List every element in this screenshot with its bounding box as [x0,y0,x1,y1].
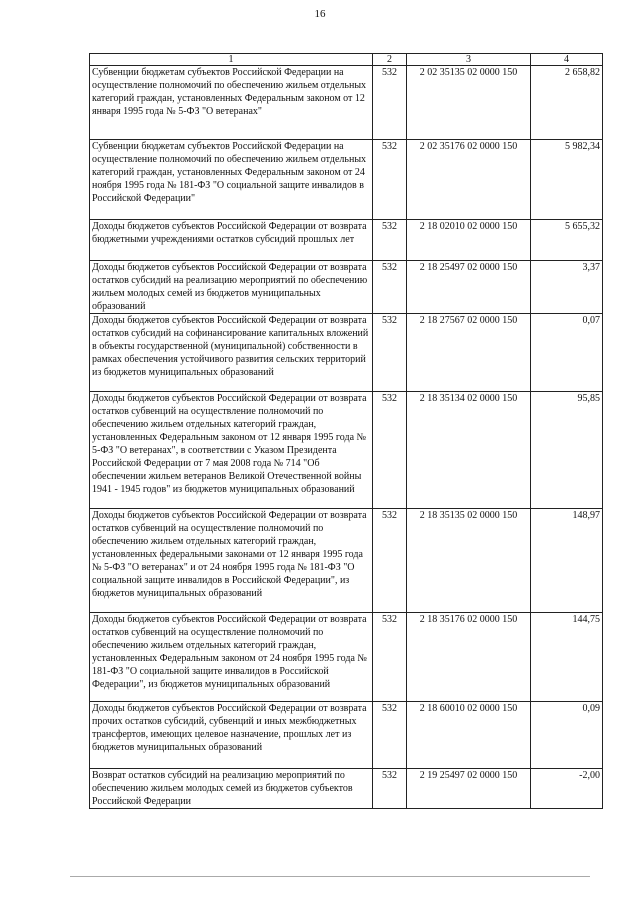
row-admin-code: 532 [373,702,407,769]
row-budget-code: 2 18 35134 02 0000 150 [407,392,531,509]
table-row [90,702,603,769]
row-amount: 3,37 [531,261,603,314]
table-row [90,66,603,140]
page-number: 16 [314,8,326,20]
row-amount: 148,97 [531,509,603,613]
row-description: Доходы бюджетов субъектов Российской Федерации от возврата остатков субвенций на осуществление полномочий по обеспечению жильем отдельных категорий граждан, установленных Федеральным законом от 12 января 1995 года № 5-ФЗ "О ветеранах", в соответствии с Указом Президента Российской Федерации от 7 мая 2008 года № 714 "Об обеспечении жильем ветеранов Великой Отечественной войны 1941 - 1945 годов" из бюджетов муниципальных образований [90,392,373,509]
row-admin-code: 532 [373,509,407,613]
row-budget-code: 2 18 27567 02 0000 150 [407,314,531,392]
row-amount: 95,85 [531,392,603,509]
row-amount: 2 658,82 [531,66,603,140]
row-amount: 144,75 [531,613,603,702]
row-description: Субвенции бюджетам субъектов Российской Федерации на осуществление полномочий по обеспечению жильем отдельных категорий граждан, установленных Федеральным законом от 12 января 1995 года № 5-ФЗ "О ветеранах" [90,66,373,140]
row-admin-code: 532 [373,769,407,809]
row-amount: 5 982,34 [531,140,603,220]
column-header-3: 3 [407,54,531,66]
row-admin-code: 532 [373,66,407,140]
row-budget-code: 2 18 25497 02 0000 150 [407,261,531,314]
row-budget-code: 2 18 02010 02 0000 150 [407,220,531,261]
row-admin-code: 532 [373,261,407,314]
row-budget-code: 2 02 35176 02 0000 150 [407,140,531,220]
row-budget-code: 2 18 60010 02 0000 150 [407,702,531,769]
revenue-table [89,53,603,809]
row-budget-code: 2 18 35176 02 0000 150 [407,613,531,702]
row-description: Доходы бюджетов субъектов Российской Федерации от возврата остатков субвенций на осуществление полномочий по обеспечению жильем отдельных категорий граждан, установленных Федеральным законом от 24 ноября 1995 года № 181-ФЗ "О социальной защите инвалидов в Российской Федерации", из бюджетов муниципальных образований [90,613,373,702]
row-description: Доходы бюджетов субъектов Российской Федерации от возврата прочих остатков субсидий, субвенций и иных межбюджетных трансфертов, имеющих целевое назначение, прошлых лет из бюджетов муниципальных образований [90,702,373,769]
row-amount: 0,07 [531,314,603,392]
table-row [90,392,603,509]
column-header-1: 1 [90,54,373,66]
row-description: Доходы бюджетов субъектов Российской Федерации от возврата остатков субсидий на софинансирование капитальных вложений в объекты государственной (муниципальной) собственности в рамках обеспечения устойчивого развития сельских территорий из бюджетов муниципальных образований [90,314,373,392]
row-description: Доходы бюджетов субъектов Российской Федерации от возврата бюджетными учреждениями остатков субсидий прошлых лет [90,220,373,261]
row-amount: -2,00 [531,769,603,809]
column-header-4: 4 [531,54,603,66]
row-description: Возврат остатков субсидий на реализацию мероприятий по обеспечению жильем молодых семей из бюджетов субъектов Российской Федерации [90,769,373,809]
table-row [90,314,603,392]
row-admin-code: 532 [373,392,407,509]
row-budget-code: 2 02 35135 02 0000 150 [407,66,531,140]
table-row [90,769,603,809]
table-row [90,613,603,702]
row-amount: 0,09 [531,702,603,769]
row-admin-code: 532 [373,140,407,220]
table-row [90,140,603,220]
scan-bottom-rule [70,876,590,877]
row-admin-code: 532 [373,220,407,261]
row-admin-code: 532 [373,314,407,392]
row-budget-code: 2 18 35135 02 0000 150 [407,509,531,613]
row-admin-code: 532 [373,613,407,702]
row-description: Доходы бюджетов субъектов Российской Федерации от возврата остатков субвенций на осуществление полномочий по обеспечению жильем отдельных категорий граждан, установленных федеральными законами от 12 января 1995 года № 5-ФЗ "О ветеранах" и от 24 ноября 1995 года № 181-ФЗ "О социальной защите инвалидов в Российской Федерации", из бюджетов муниципальных образований [90,509,373,613]
table-header-row [90,54,603,66]
column-header-2: 2 [373,54,407,66]
table-row [90,509,603,613]
row-budget-code: 2 19 25497 02 0000 150 [407,769,531,809]
row-amount: 5 655,32 [531,220,603,261]
row-description: Субвенции бюджетам субъектов Российской Федерации на осуществление полномочий по обеспечению жильем отдельных категорий граждан, установленных Федеральным законом от 24 ноября 1995 года № 181-ФЗ "О социальной защите инвалидов в Российской Федерации" [90,140,373,220]
row-description: Доходы бюджетов субъектов Российской Федерации от возврата остатков субсидий на реализацию мероприятий по обеспечению жильем молодых семей из бюджетов муниципальных образований [90,261,373,314]
table-row [90,261,603,314]
table-row [90,220,603,261]
